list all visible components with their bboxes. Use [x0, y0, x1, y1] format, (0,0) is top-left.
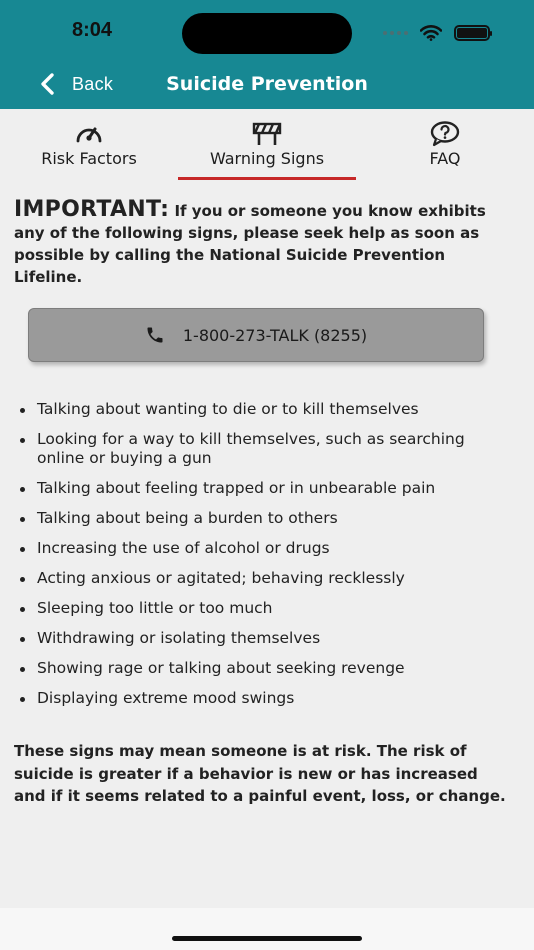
list-item: Acting anxious or agitated; behaving recklessly: [18, 569, 514, 588]
tab-warning-signs[interactable]: [178, 109, 356, 181]
list-item: Talking about wanting to die or to kill themselves: [18, 400, 514, 419]
selected-tab-indicator: [178, 177, 356, 180]
status-time: 8:04: [72, 19, 113, 41]
tab-label: FAQ: [429, 149, 461, 168]
warning-signs-list: [18, 400, 514, 719]
closing-text: These signs may mean someone is at risk. The risk of suicide is greater if a behavior is new or has increased and if it seems related to a painful event, loss, or change.: [14, 742, 506, 805]
tab-label: Risk Factors: [41, 149, 137, 168]
signal-dots-icon: [383, 31, 408, 35]
home-indicator[interactable]: [172, 936, 362, 941]
important-label: IMPORTANT:: [14, 197, 170, 222]
status-icons: [383, 24, 490, 42]
wifi-icon: [420, 25, 442, 41]
back-label: Back: [72, 73, 114, 94]
battery-icon: [454, 25, 490, 41]
page-title-text: Suicide Prevention: [166, 73, 368, 95]
intro-section: [14, 199, 512, 288]
list-item: Talking about being a burden to others: [18, 509, 514, 528]
speedometer-icon: [74, 121, 104, 147]
list-item: Withdrawing or isolating themselves: [18, 629, 514, 648]
phone-icon: [145, 325, 165, 345]
list-item: Talking about feeling trapped or in unbearable pain: [18, 479, 514, 498]
intro-body: If you or someone you know exhibits any of the following signs, please seek help as soon as possible by calling the National Suicide Prevention Lifeline.: [14, 202, 486, 286]
intro-text: [14, 199, 512, 288]
call-lifeline-button[interactable]: [28, 308, 484, 362]
list-item: Sleeping too little or too much: [18, 599, 514, 618]
call-button-label: 1-800-273-TALK (8255): [182, 325, 368, 345]
tab-faq[interactable]: [356, 109, 534, 181]
tab-label: Warning Signs: [209, 149, 325, 168]
tab-bar: [0, 109, 534, 181]
barricade-icon: [252, 121, 282, 147]
dynamic-island: [182, 13, 352, 54]
list-item: Showing rage or talking about seeking revenge: [18, 659, 514, 678]
list-item: Increasing the use of alcohol or drugs: [18, 539, 514, 558]
question-bubble-icon: [430, 121, 460, 147]
home-area: [0, 908, 534, 950]
list-item: Looking for a way to kill themselves, such as searching online or buying a gun: [18, 430, 514, 468]
tab-risk-factors[interactable]: [0, 109, 178, 181]
page-title: [0, 73, 534, 95]
list-item: Displaying extreme mood swings: [18, 689, 514, 708]
header: [0, 0, 534, 109]
